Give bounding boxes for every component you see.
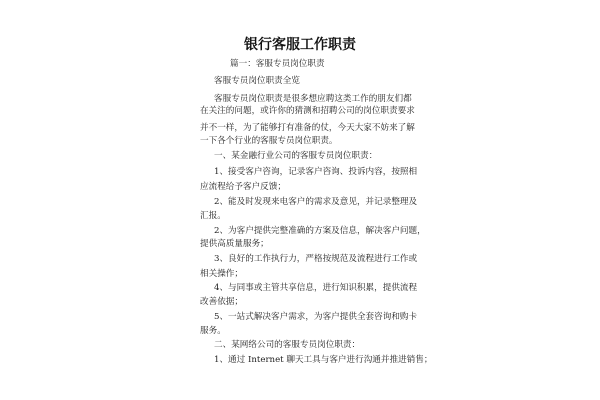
list-item: 5、一站式解决客户需求，为客户提供全套咨询和购卡 [214, 312, 418, 322]
list-item: 3、良好的工作执行力，严格按规范及流程进行工作或 [214, 254, 418, 264]
list-heading: 二、某网络公司的客服专员岗位职责： [214, 340, 361, 350]
list-item: 4、与同事或主管共享信息，进行知识积累，提供流程 [214, 283, 418, 293]
list-item-cont: 相关操作； [200, 269, 243, 279]
subheading: 客服专员岗位职责全览 [214, 76, 300, 86]
list-item-cont: 服务。 [200, 326, 226, 336]
section-heading: 篇一：客服专员岗位职责 [230, 59, 325, 69]
paragraph-line: 并不一样，为了能够打有准备的仗，今天大家不妨来了解 [200, 123, 415, 133]
list-item-cont: 提供高质量服务； [200, 239, 269, 249]
list-item-cont: 应流程给予客户反馈； [200, 182, 286, 192]
list-item: 1、通过 Internet 聊天工具与客户进行沟通并推进销售； [214, 355, 433, 365]
paragraph-line: 客服专员岗位职责是很多想应聘这类工作的朋友们都 [214, 94, 412, 104]
list-item: 2、能及时发现来电客户的需求及意见，并记录整理及 [214, 197, 418, 207]
list-item-cont: 汇报。 [200, 211, 226, 221]
list-item-cont: 改善依据； [200, 297, 243, 307]
document-title: 银行客服工作职责 [244, 37, 356, 53]
list-heading: 一、某金融行业公司的客服专员岗位职责： [214, 151, 378, 161]
paragraph-line: 一下各个行业的客服专员岗位职责。 [200, 136, 338, 146]
paragraph-line: 在关注的问题，或许你的猜测和招聘公司的岗位职责要求 [200, 106, 415, 116]
list-item: 1、接受客户咨询，记录客户咨询、投诉内容，按照相 [214, 167, 418, 177]
list-item: 2、为客户提供完整准确的方案及信息，解决客户问题， [214, 226, 426, 236]
